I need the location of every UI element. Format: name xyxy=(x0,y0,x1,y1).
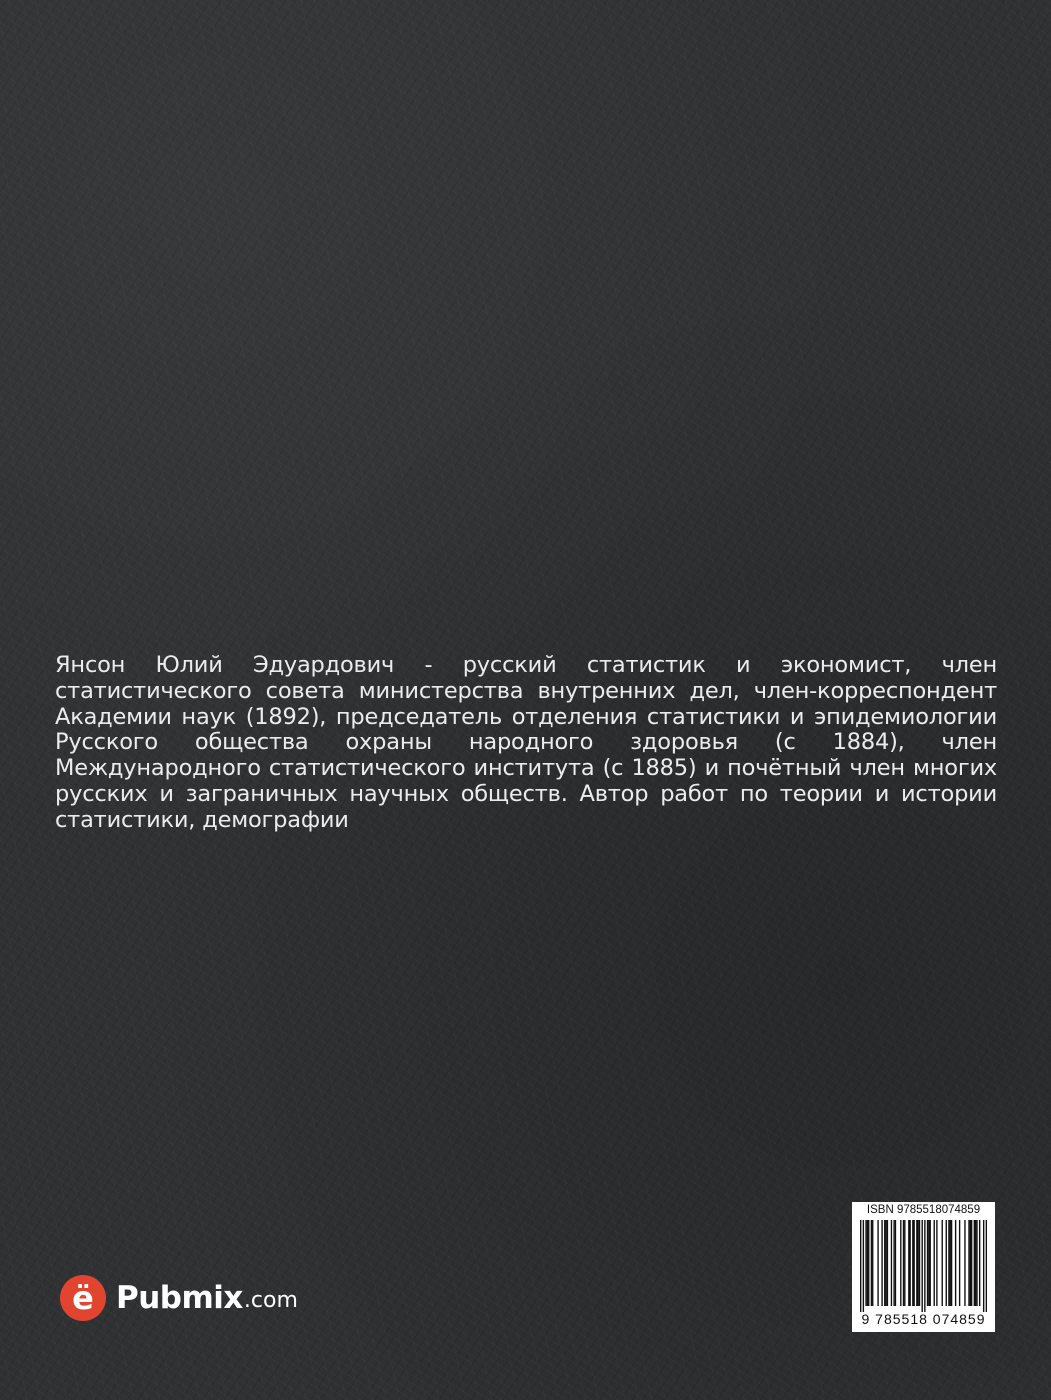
barcode-bar xyxy=(970,1220,971,1306)
barcode-bar xyxy=(913,1220,914,1306)
barcode-bar xyxy=(872,1220,873,1306)
barcode-bar xyxy=(928,1220,929,1306)
barcode-bar xyxy=(968,1220,969,1306)
barcode-bar xyxy=(895,1220,896,1306)
barcode-bar xyxy=(927,1220,928,1306)
barcode-bar xyxy=(942,1220,943,1306)
barcode-bar xyxy=(900,1220,901,1306)
barcode-bar xyxy=(974,1220,975,1306)
barcode-bar xyxy=(979,1220,980,1306)
barcode-bar xyxy=(950,1220,951,1306)
barcode-bar xyxy=(863,1220,864,1312)
barcode-bar xyxy=(908,1220,909,1306)
publisher-logo xyxy=(60,1273,298,1323)
barcode-bar xyxy=(976,1220,977,1306)
barcode-bar xyxy=(934,1220,935,1306)
barcode-bar xyxy=(975,1220,976,1306)
barcode-bar xyxy=(884,1220,885,1306)
barcode-bar xyxy=(964,1220,965,1306)
barcode-bar xyxy=(909,1220,910,1306)
barcode-bar xyxy=(986,1220,987,1312)
barcode-bar xyxy=(983,1220,984,1312)
publisher-name: Pubmix xyxy=(116,1280,243,1316)
barcode-bar xyxy=(912,1220,913,1306)
barcode-bar xyxy=(930,1220,931,1306)
barcode-bar xyxy=(877,1220,878,1306)
barcode-bar xyxy=(893,1220,894,1306)
barcode-bar xyxy=(887,1220,888,1306)
isbn-barcode xyxy=(852,1202,995,1332)
barcode-bar xyxy=(871,1220,872,1306)
barcode-bar xyxy=(916,1220,917,1306)
barcode-bar xyxy=(924,1220,925,1312)
barcode-bar xyxy=(936,1220,937,1306)
barcode-bar xyxy=(881,1220,882,1306)
barcode-bar xyxy=(860,1220,861,1312)
barcode-bar xyxy=(885,1220,886,1306)
barcode-bar xyxy=(948,1220,949,1306)
barcode-bar xyxy=(917,1220,918,1306)
barcode-bar xyxy=(891,1220,892,1306)
barcode-icon xyxy=(860,1220,987,1312)
barcode-bar xyxy=(921,1220,922,1312)
publisher-badge-icon: ё xyxy=(60,1275,106,1321)
barcode-bar xyxy=(865,1220,866,1306)
barcode-bar xyxy=(903,1220,904,1306)
barcode-bar xyxy=(959,1220,960,1306)
barcode-bar xyxy=(955,1220,956,1306)
barcode-bar xyxy=(951,1220,952,1306)
barcode-bar xyxy=(867,1220,868,1306)
barcode-bar xyxy=(971,1220,972,1306)
barcode-bar xyxy=(868,1220,869,1306)
publisher-domain: .com xyxy=(243,1287,298,1313)
barcode-bar xyxy=(919,1220,920,1306)
isbn-digits: 9 785518 074859 xyxy=(861,1311,986,1327)
barcode-bar xyxy=(904,1220,905,1306)
barcode-bar xyxy=(946,1220,947,1306)
isbn-label: ISBN 9785518074859 xyxy=(866,1204,981,1216)
book-description: Янсон Юлий Эдуардович - русский статистик и экономист, член статистического совета министерства внутренних дел, член-корреспондент Академии наук (1892), председатель отделения статистики и эпидемиологии Русского общества охраны народного здоровья (с 1884), член Международного статистического института (с 1885) и почётный член многих русских и заграничных научных обществ. Автор работ по теории и истории статистики, демографии xyxy=(55,652,997,833)
